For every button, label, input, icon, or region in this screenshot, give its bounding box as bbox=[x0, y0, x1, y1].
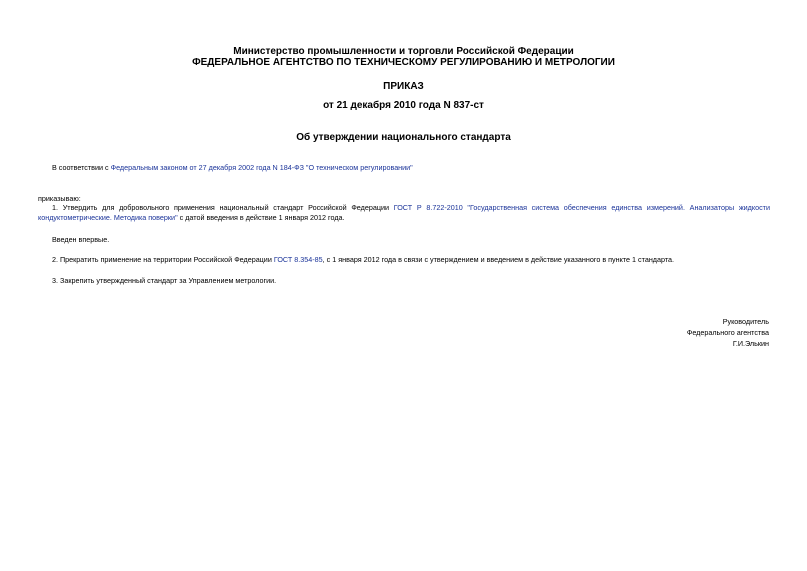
signature-name: Г.И.Элькин bbox=[732, 339, 769, 348]
item-2-prefix: 2. Прекратить применение на территории Российской Федерации bbox=[52, 255, 274, 264]
agency-heading: ФЕДЕРАЛЬНОЕ АГЕНТСТВО ПО ТЕХНИЧЕСКОМУ РЕГУЛИРОВАНИЮ И МЕТРОЛОГИИ bbox=[192, 57, 615, 68]
item-1-prefix: 1. Утвердить для добровольного применения национальный стандарт Российской Федерации bbox=[52, 203, 394, 212]
item-3-paragraph: 3. Закрепить утвержденный стандарт за Управлением метрологии. bbox=[52, 276, 277, 285]
order-word: приказываю: bbox=[38, 194, 81, 203]
item-1-paragraph bbox=[38, 203, 770, 223]
document-type: ПРИКАЗ bbox=[383, 81, 424, 92]
gost-8-354-link[interactable]: ГОСТ 8.354-85 bbox=[273, 255, 323, 264]
introduced-first-note: Введен впервые. bbox=[52, 235, 110, 244]
document-title: Об утверждении национального стандарта bbox=[296, 132, 511, 143]
item-1-suffix: с датой введения в действие 1 января 2012 года. bbox=[177, 213, 345, 222]
signature-title: Руководитель bbox=[722, 317, 769, 326]
item-2-paragraph bbox=[52, 255, 674, 265]
federal-law-link[interactable]: Федеральным законом от 27 декабря 2002 года N 184-ФЗ "О техническом регулировании" bbox=[110, 163, 413, 172]
intro-paragraph bbox=[52, 163, 413, 173]
document-date-number: от 21 декабря 2010 года N 837-ст bbox=[323, 100, 484, 111]
ministry-heading: Министерство промышленности и торговли Российской Федерации bbox=[233, 46, 574, 57]
intro-prefix: В соответствии с bbox=[52, 163, 111, 172]
signature-agency: Федерального агентства bbox=[686, 328, 769, 337]
gost-8-722-link[interactable]: ГОСТ Р 8.722-2010 "Государственная система обеспечения единства измерений. Анализаторы жидкости кондуктометрические. Методика поверки" bbox=[38, 203, 770, 222]
item-2-suffix: , с 1 января 2012 года в связи с утверждением и введением в действие указанного в пункте 1 стандарта. bbox=[322, 255, 675, 264]
